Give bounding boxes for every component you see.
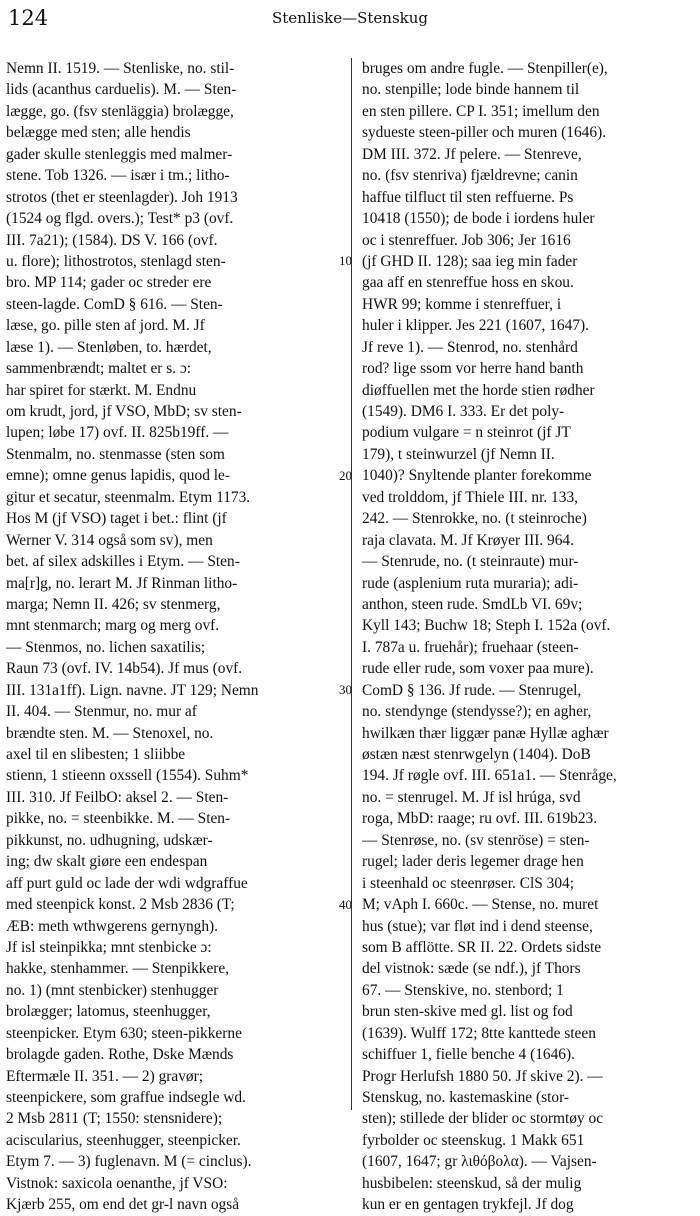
- text-line: en sten pillere. CP I. 351; imellum den: [362, 102, 600, 120]
- text-line: no. 1) (mnt stenbicker) stenhugger: [6, 981, 219, 999]
- running-title: Stenliske—Stenskug: [272, 9, 428, 27]
- column-divider: [351, 58, 352, 1110]
- text-line: stene. Tob 1326. — især i tm.; litho-: [6, 167, 230, 185]
- text-line: bro. MP 114; gader oc streder ere: [6, 274, 212, 292]
- text-line: gaa aff en stenreffue hoss en skou.: [362, 274, 574, 292]
- text-line: lids (acanthus carduelis). M. — Sten-: [6, 81, 237, 99]
- text-line: marga; Nemn II. 426; sv stenmerg,: [6, 595, 221, 613]
- text-line: Progr Herlufsh 1880 50. Jf skive 2). —: [362, 1067, 603, 1085]
- text-line: hwilkæn thær liggær panæ Hyllæ aghær: [362, 724, 609, 742]
- text-line: Stenskug, no. kastemaskine (stor-: [362, 1089, 570, 1106]
- text-line: 2 Msb 2811 (T; 1550: stensnidere);: [6, 1110, 223, 1128]
- text-line: Jf isl steinpikka; mnt stenbicke ɔ:: [6, 938, 212, 956]
- text-line: oc i stenreffuer. Job 306; Jer 1616: [362, 231, 571, 249]
- text-line: Raun 73 (ovf. IV. 14b54). Jf mus (ovf.: [6, 660, 243, 678]
- text-line: 1040)? Snyltende planter forekomme: [362, 467, 592, 485]
- text-line: II. 404. — Stenmur, no. mur af: [6, 703, 197, 721]
- text-line: sten); stillede der blider oc stormtøy oc: [362, 1110, 604, 1128]
- text-line: HWR 99; komme i stenreffuer, i: [362, 295, 562, 313]
- text-line: lægge, go. (fsv stenläggia) brolægge,: [6, 102, 234, 120]
- page-header: [0, 0, 700, 40]
- text-line: no. = stenrugel. M. Jf isl hrúga, svd: [362, 788, 581, 806]
- text-line: (1639). Wulff 172; 8tte kanttede steen: [362, 1024, 596, 1042]
- text-line: mnt stenmarch; marg og merg ovf.: [6, 617, 220, 635]
- text-line: diøffuellen met the horde stien rødher: [362, 381, 595, 399]
- text-line: (1607, 1647; gr λιθόβολα). — Vajsen-: [362, 1153, 597, 1171]
- text-line: Werner V. 314 også som sv), men: [6, 531, 213, 549]
- text-line: aciscularius, steenhugger, steenpicker.: [6, 1131, 241, 1149]
- text-line: strotos (thet er steenlagder). Joh 1913: [6, 188, 238, 206]
- text-line: pikkunst, no. udhugning, udskær-: [6, 831, 213, 849]
- line-number: 20: [339, 468, 352, 483]
- text-line: hus (stue); var fløt ind i dend steense,: [362, 917, 593, 935]
- text-line: har spiret for stærkt. M. Endnu: [6, 381, 197, 399]
- text-line: Eftermæle II. 351. — 2) gravør;: [6, 1067, 204, 1085]
- text-line: axel til en slibesten; 1 sliibbe: [6, 746, 186, 763]
- text-line: III. 131a1ff). Lign. navne. JT 129; Nemn: [6, 681, 259, 699]
- text-line: Vistnok: saxicola oenanthe, jf VSO:: [6, 1174, 228, 1192]
- text-line: (jf GHD II. 128); saa ieg min fader: [362, 252, 578, 270]
- text-line: 10418 (1550); de bode i iordens huler: [362, 210, 595, 228]
- text-line: — Stenrøse, no. (sv stenröse) = sten-: [362, 831, 590, 849]
- text-line: sammenbrændt; maltet er s. ɔ:: [6, 360, 192, 378]
- text-line: I. 787a u. fruehår); fruehaar (steen-: [362, 638, 579, 656]
- text-line: rude (asplenium ruta muraria); adi-: [362, 574, 579, 592]
- text-line: hakke, stenhammer. — Stenpikkere,: [6, 960, 230, 978]
- text-line: rod? lige ssom vor herre hand banth: [362, 360, 584, 378]
- text-line: som B afflötte. SR II. 22. Ordets sidste: [362, 938, 602, 956]
- text-line: 194. Jf røgle ovf. III. 651a1. — Stenråge,: [362, 767, 617, 785]
- text-line: III. 310. Jf FeilbO: aksel 2. — Sten-: [6, 788, 229, 806]
- text-line: stienn, 1 stieenn oxssell (1554). Suhm*: [6, 767, 249, 785]
- text-line: steen-lagde. ComD § 616. — Sten-: [6, 295, 223, 313]
- text-line: brun sten-skive med gl. list og fod: [362, 1003, 573, 1021]
- text-line: brændte sten. M. — Stenoxel, no.: [6, 724, 214, 742]
- text-line: rugel; lader deris legemer drage hen: [362, 853, 584, 871]
- line-number: 10: [339, 253, 352, 268]
- page-number: 124: [8, 6, 49, 30]
- text-line: DM III. 372. Jf pelere. — Stenreve,: [362, 145, 582, 163]
- text-line: om krudt, jord, jf VSO, MbD; sv sten-: [6, 403, 242, 420]
- text-line: del vistnok: sæde (se ndf.), jf Thors: [362, 960, 581, 978]
- text-line: sydueste steen-piller och muren (1646).: [362, 124, 607, 142]
- text-line: schiffuer 1, fielle benche 4 (1646).: [362, 1046, 575, 1064]
- text-line: no. stenpille; lode binde hannem til: [362, 81, 580, 99]
- text-line: steenpicker. Etym 630; steen-pikkerne: [6, 1024, 242, 1042]
- text-line: steenpickere, som graffue indsegle wd.: [6, 1089, 246, 1106]
- text-line: i steenhald oc steenrøser. ClS 304;: [362, 874, 575, 892]
- text-line: no. stendynge (stendysse?); en agher,: [362, 703, 592, 721]
- text-line: belægge med sten; alle hendis: [6, 124, 191, 142]
- text-line: Kjærb 255, om end det gr-l navn også: [6, 1196, 240, 1214]
- text-line: raja clavata. M. Jf Krøyer III. 964.: [362, 531, 574, 549]
- line-number: 40: [339, 897, 352, 912]
- text-line: 179), t steinwurzel (jf Nemn II.: [362, 445, 555, 463]
- text-line: aff purt guld oc lade der wdi wdgraffue: [6, 874, 248, 892]
- text-line: Jf reve 1). — Stenrod, no. stenhård: [362, 338, 578, 356]
- text-line: — Stenrude, no. (t steinraute) mur-: [362, 553, 579, 571]
- text-line: podium vulgare = n steinrot (jf JT: [362, 424, 571, 442]
- text-line: (1549). DM6 I. 333. Er det poly-: [362, 403, 565, 420]
- text-line: ComD § 136. Jf rude. — Stenrugel,: [362, 681, 582, 699]
- text-line: huler i klipper. Jes 221 (1607, 1647).: [362, 317, 589, 335]
- text-line: gitur et secatur, steenmalm. Etym 1173.: [6, 488, 251, 506]
- text-line: med steenpick konst. 2 Msb 2836 (T;: [6, 896, 235, 914]
- text-line: ved trolddom, jf Thiele III. nr. 133,: [362, 488, 578, 506]
- text-line: 67. — Stenskive, no. stenbord; 1: [362, 981, 564, 999]
- text-line: fyrbolder oc steenskug. 1 Makk 651: [362, 1131, 585, 1149]
- text-line: kun er en gentagen trykfejl. Jf dog: [362, 1196, 574, 1214]
- text-line: Kyll 143; Buchw 18; Steph I. 152a (ovf.: [362, 617, 611, 635]
- text-line: brolægger; latomus, steenhugger,: [6, 1003, 211, 1021]
- text-line: bruges om andre fugle. — Stenpiller(e),: [362, 60, 608, 77]
- text-line: gader skulle stenleggis med malmer-: [6, 145, 233, 163]
- text-line: Etym 7. — 3) fuglenavn. M (= cinclus).: [6, 1153, 252, 1171]
- line-number: 30: [339, 682, 352, 697]
- text-line: østæn næst stenrwgelyn (1404). DoB: [362, 746, 591, 763]
- text-line: no. (fsv stenriva) fjældrevne; canin: [362, 167, 578, 185]
- text-line: u. flore); lithostrotos, stenlagd sten-: [6, 252, 226, 270]
- text-line: Hos M (jf VSO) taget i bet.: flint (jf: [6, 510, 227, 528]
- text-line: Stenmalm, no. stenmasse (sten som: [6, 445, 225, 463]
- left-column: [6, 58, 341, 1216]
- text-line: ing; dw skalt giøre een endespan: [6, 853, 208, 871]
- text-line: bet. af silex adskilles i Etym. — Sten-: [6, 553, 240, 571]
- text-line: husbibelen: steenskud, så der mulig: [362, 1174, 582, 1192]
- right-column: [362, 58, 698, 1216]
- text-line: 242. — Stenrokke, no. (t steinroche): [362, 510, 587, 528]
- text-line: Nemn II. 1519. — Stenliske, no. stil-: [6, 60, 235, 77]
- text-line: ma[r]g, no. lerart M. Jf Rinman litho-: [6, 574, 238, 592]
- text-line: anthon, steen rude. SmdLb VI. 69v;: [362, 595, 583, 613]
- text-line: rude eller rude, som voxer paa mure).: [362, 660, 594, 678]
- text-line: pikke, no. = steenbikke. M. — Sten-: [6, 810, 231, 828]
- text-line: ÆB: meth wthwgerens gernyngh).: [6, 917, 219, 935]
- text-line: læse 1). — Stenløben, to. hærdet,: [6, 338, 212, 356]
- text-line: haffue tilfluct til sten reffuerne. Ps: [362, 188, 574, 206]
- text-line: (1524 og flgd. overs.); Test* p3 (ovf.: [6, 210, 234, 228]
- text-line: læse, go. pille sten af jord. M. Jf: [6, 317, 205, 335]
- text-line: roga, MbD: raage; ru ovf. III. 619b23.: [362, 810, 598, 828]
- text-line: brolagde gaden. Rothe, Dske Mænds: [6, 1046, 234, 1064]
- text-line: emne); omne genus lapidis, quod le-: [6, 467, 230, 485]
- text-line: M; vAph I. 660c. — Stense, no. muret: [362, 896, 599, 914]
- text-line: — Stenmos, no. lichen saxatilis;: [6, 638, 206, 656]
- text-line: lupen; løbe 17) ovf. II. 825b19ff. —: [6, 424, 229, 442]
- text-line: III. 7a21); (1584). DS V. 166 (ovf.: [6, 231, 218, 249]
